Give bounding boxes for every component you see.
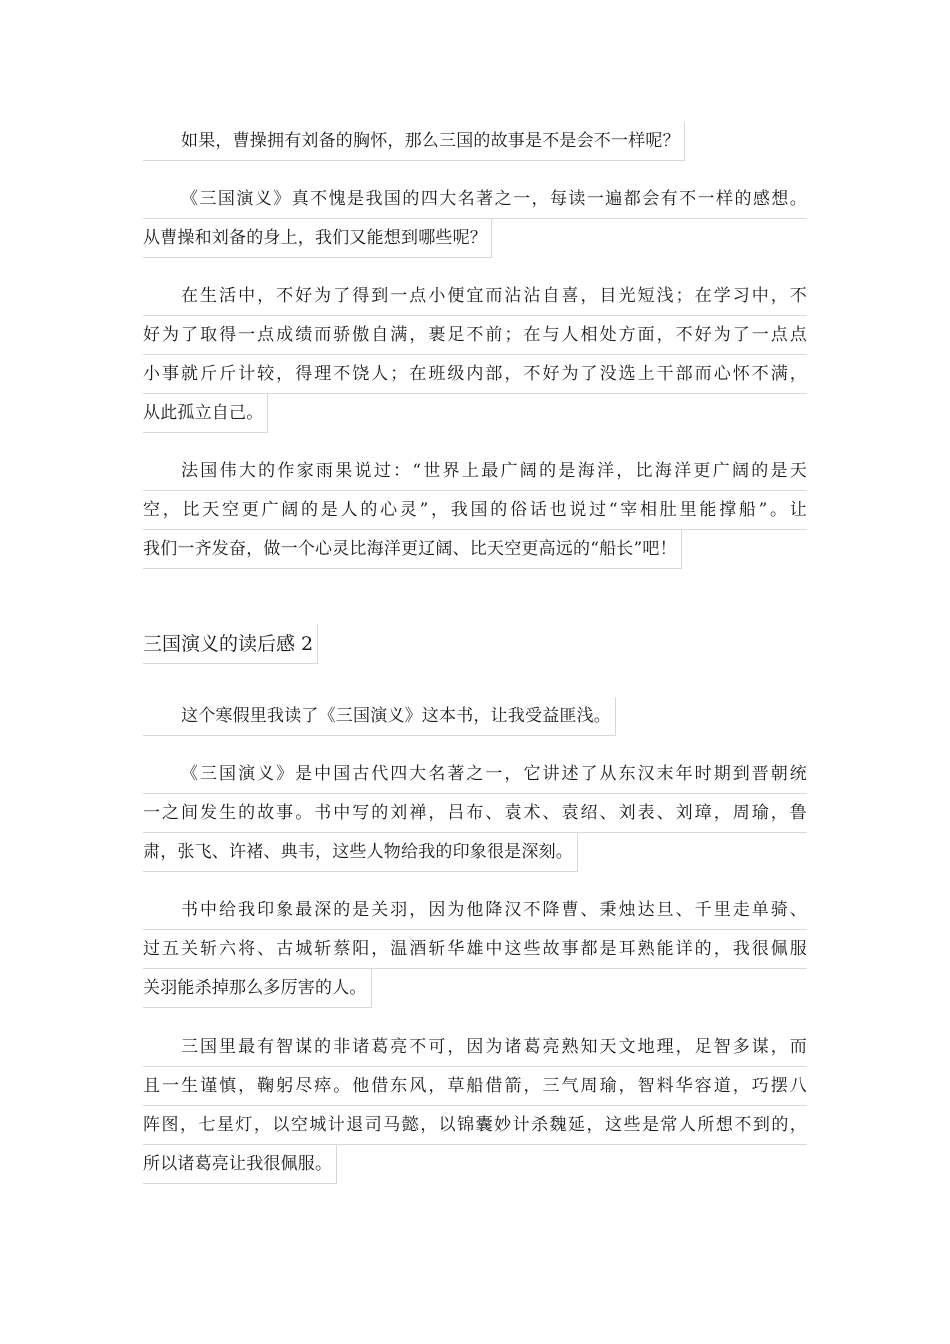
paragraph-line: 从曹操和刘备的身上，我们又能想到哪些呢？ <box>143 219 492 258</box>
paragraph-8 <box>143 1028 807 1199</box>
section-heading: 三国演义的读后感 2 <box>143 624 318 664</box>
paragraph-line: 关羽能杀掉那么多厉害的人。 <box>143 969 372 1008</box>
paragraph-line: 法国伟大的作家雨果说过：“世界上最广阔的是海洋，比海洋更广阔的是天 <box>143 452 807 491</box>
paragraph-2 <box>143 180 807 273</box>
paragraph-4 <box>143 452 807 584</box>
paragraph-line: 《三国演义》真不愧是我国的四大名著之一，每读一遍都会有不一样的感想。 <box>143 180 807 219</box>
paragraph-line: 空，比天空更广阔的是人的心灵”，我国的俗话也说过“宰相肚里能撑船”。让 <box>143 491 807 530</box>
paragraph-line: 所以诸葛亮让我很佩服。 <box>143 1145 337 1184</box>
paragraph-line: 肃，张飞、许褚、典韦，这些人物给我的印象很是深刻。 <box>143 833 578 872</box>
paragraph-line: 在生活中，不好为了得到一点小便宜而沾沾自喜，目光短浅；在学习中，不 <box>143 277 807 316</box>
paragraph-line: 从此孤立自己。 <box>143 394 268 433</box>
paragraph-line: 这个寒假里我读了《三国演义》这本书，让我受益匪浅。 <box>143 697 616 736</box>
paragraph-line: 《三国演义》是中国古代四大名著之一，它讲述了从东汉末年时期到晋朝统 <box>143 755 807 794</box>
paragraph-line: 一之间发生的故事。书中写的刘禅，吕布、袁术、袁绍、刘表、刘璋，周瑜，鲁 <box>143 794 807 833</box>
paragraph-line: 过五关斩六将、古城斩蔡阳，温酒斩华雄中这些故事都是耳熟能详的，我很佩服 <box>143 930 807 969</box>
paragraph-line: 如果，曹操拥有刘备的胸怀，那么三国的故事是不是会不一样呢？ <box>143 122 685 161</box>
paragraph-line: 三国里最有智谋的非诸葛亮不可，因为诸葛亮熟知天文地理，足智多谋，而 <box>143 1028 807 1067</box>
paragraph-line: 好为了取得一点成绩而骄傲自满，裹足不前；在与人相处方面，不好为了一点点 <box>143 316 807 355</box>
paragraph-6 <box>143 755 807 887</box>
paragraph-line: 阵图，七星灯，以空城计退司马懿，以锦囊妙计杀魏延，这些是常人所想不到的， <box>143 1106 807 1145</box>
paragraph-7 <box>143 891 807 1023</box>
paragraph-line: 小事就斤斤计较，得理不饶人；在班级内部，不好为了没选上干部而心怀不满， <box>143 355 807 394</box>
paragraph-1 <box>143 122 807 176</box>
paragraph-5 <box>143 697 807 751</box>
paragraph-line: 我们一齐发奋，做一个心灵比海洋更辽阔、比天空更高远的“船长”吧！ <box>143 530 682 569</box>
paragraph-line: 且一生谨慎，鞠躬尽瘁。他借东风，草船借箭，三气周瑜，智料华容道，巧摆八 <box>143 1067 807 1106</box>
paragraph-3 <box>143 277 807 448</box>
paragraph-line: 书中给我印象最深的是关羽，因为他降汉不降曹、秉烛达旦、千里走单骑、 <box>143 891 807 930</box>
